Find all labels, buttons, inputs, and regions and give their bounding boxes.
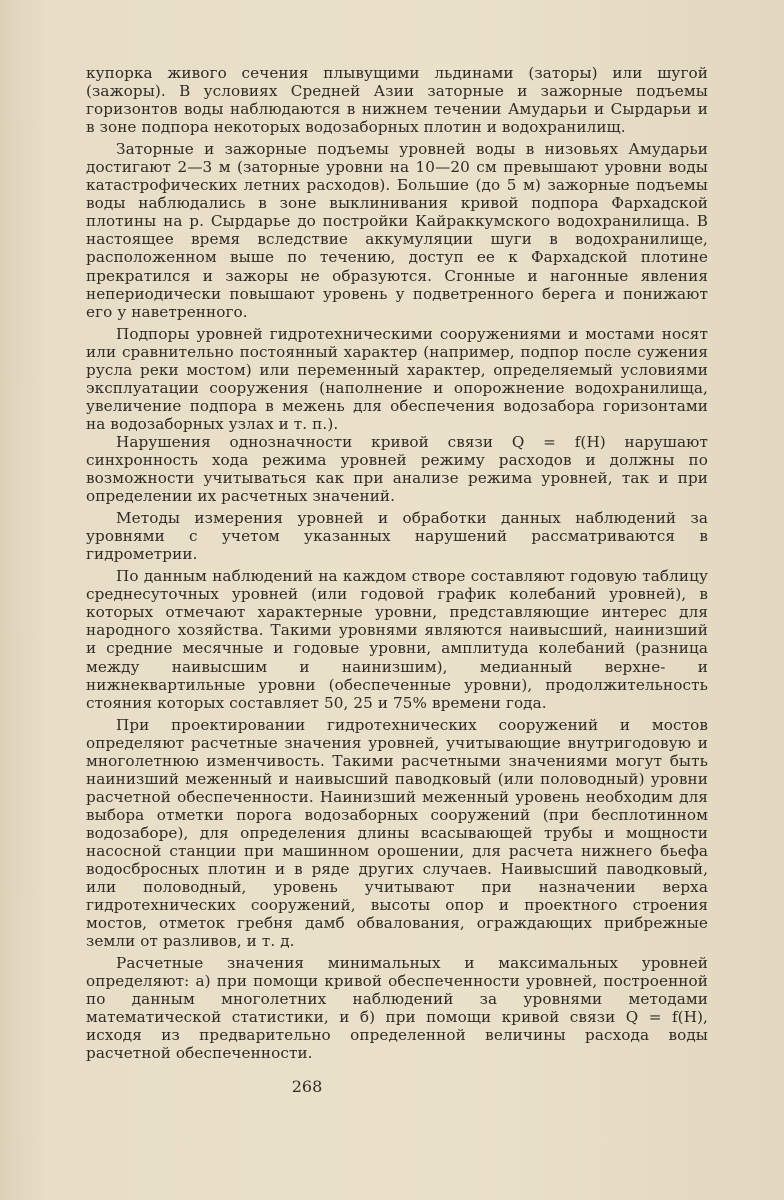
paragraph-4: Нарушения однозначности кривой связи Q = f(H) нарушают синхронность хода режима уровней режиму расходов и должны по возможности учитываться как при анализе режима уровней, так и при определении их расчетных значений. (86, 432, 708, 506)
paragraph-6: По данным наблюдений на каждом створе составляют годовую таблицу среднесуточных уровней (или годовой график колебаний уровней), в которых отмечают характерные уровни, представляющие интерес для народного хозяйства. Такими уровнями являются наивысший, наинизший и средние месячные и годовые уровни, амплитуда колебаний (разница между наивысшим и наинизшим), медианный верхне- и нижнеквартильные уровни (обеспеченные уровни), продолжительность стояния которых составляет 50, 25 и 75% времени года. (86, 567, 708, 712)
paragraph-8: Расчетные значения минимальных и максимальных уровней определяют: а) при помощи кривой обеспеченности уровней, построенной по данным многолетних наблюдений за уровнями методами математической статистики, и б) при помощи кривой связи Q = f(H), исходя из предварительно определенной величины расхода воды расчетной обеспеченности. (86, 954, 708, 1063)
paragraph-1: купорка живого сечения плывущими льдинами (заторы) или шугой (зажоры). В условиях Средней Азии заторные и зажорные подъемы горизонтов воды наблюдаются в нижнем течении Амударьи и Сырдарьи и в зоне подпора некоторых водозаборных плотин и водохранилищ. (86, 64, 708, 137)
paragraph-2: Заторные и зажорные подъемы уровней воды в низовьях Амударьи достигают 2—3 м (заторные уровни на 10—20 см превышают уровни воды катастрофических летних расходов). Большие (до 5 м) зажорные подъемы воды наблюдались в зоне выклинивания кривой подпора Фархадской плотины на р. Сырдарье до постройки Кайраккумского водохранилища. В настоящее время вследствие аккумуляции шуги в водохранилище, расположенном выше по течению, доступ ее к Фархадской плотине прекратился и зажоры не образуются. Сгонные и нагонные явления непериодически повышают уровень у подветренного берега и понижают его у наветренного. (86, 140, 708, 321)
body-text (86, 64, 708, 1063)
paragraph-5: Методы измерения уровней и обработки данных наблюдений за уровнями с учетом указанных нарушений рассматриваются в гидрометрии. (86, 509, 708, 564)
page-number: 268 (291, 1077, 323, 1096)
paragraph-3: Подпоры уровней гидротехническими сооружениями и мостами носят или сравнительно постоянный характер (например, подпор после сужения русла реки мостом) или переменный характер, определяемый условиями эксплуатации сооружения (наполнение и опорожнение водохранилища, увеличение подпора в межень для обеспечения водозабора горизонтами на водозаборных узлах и т. п.). (86, 324, 708, 433)
paragraph-7: При проектировании гидротехнических сооружений и мостов определяют расчетные значения уровней, учитывающие внутригодовую и многолетнюю изменчивость. Такими расчетными значениями могут быть наинизший меженный и наивысший паводковый (или половодный) уровни расчетной обеспеченности. Наинизший меженный уровень необходим для выбора отметки порога водозаборных сооружений (при бесплотинном водозаборе), для определения длины всасывающей трубы и мощности насосной станции при машинном орошении, для расчета нижнего бьефа водосбросных плотин и в ряде других случаев. Наивысший паводковый, или половодный, уровень учитывают при назначении верха гидротехнических сооружений, высоты опор и проектного строения мостов, отметок гребня дамб обвалования, ограждающих прибрежные земли от разливов, и т. д. (86, 715, 708, 951)
